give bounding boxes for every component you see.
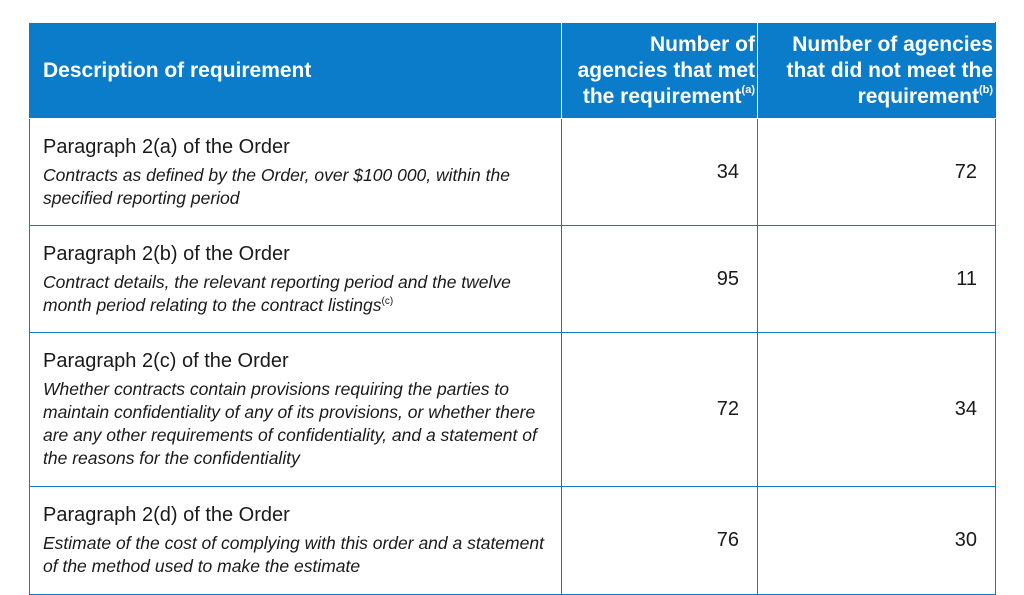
not-met-count-cell: 34: [758, 333, 996, 487]
header-met-line1: Number of: [650, 32, 755, 56]
paragraph-footnote: (c): [381, 295, 394, 307]
description-cell: [30, 226, 562, 333]
paragraph-description: [43, 532, 551, 578]
paragraph-description-text: Whether contracts contain provisions requiring the parties to maintain confidentiality of any of its provisions, or whether there are any other requirements of confidentiality, and a statement of the reasons for the confidentiality: [43, 379, 537, 468]
header-met-footnote: (a): [741, 83, 755, 96]
table-header: [30, 23, 996, 119]
met-count-cell: 76: [562, 487, 758, 595]
header-not-met-footnote: (b): [978, 83, 993, 96]
header-not-met-line1: Number of agencies: [792, 32, 993, 56]
paragraph-description: [43, 164, 551, 210]
header-not-met: [758, 23, 996, 119]
paragraph-description: [43, 378, 551, 470]
requirements-table: [29, 22, 996, 595]
header-not-met-line3: requirement: [857, 84, 979, 108]
met-count-cell: 72: [562, 333, 758, 487]
not-met-count-cell: 72: [758, 119, 996, 226]
header-met: [562, 23, 758, 119]
description-cell: [30, 487, 562, 595]
table-body: [30, 119, 996, 595]
paragraph-description-text: Contracts as defined by the Order, over $100 000, within the specified reporting period: [43, 164, 510, 208]
table-row: [30, 333, 996, 487]
not-met-count-cell: 11: [758, 226, 996, 333]
header-description: [30, 23, 562, 119]
met-count-cell: 34: [562, 119, 758, 226]
header-row: [30, 23, 996, 119]
paragraph-title: Paragraph 2(d) of the Order: [43, 504, 290, 526]
paragraph-title: Paragraph 2(b) of the Order: [43, 242, 290, 265]
paragraph-title: Paragraph 2(c) of the Order: [43, 350, 289, 372]
met-count-cell: 95: [562, 226, 758, 333]
header-met-line2: agencies that met: [577, 58, 755, 82]
paragraph-description: [43, 271, 551, 317]
description-cell: [30, 119, 562, 226]
not-met-count-cell: 30: [758, 487, 996, 595]
paragraph-title: Paragraph 2(a) of the Order: [43, 135, 290, 158]
description-cell: [30, 333, 562, 487]
header-description-label: Description of requirement: [43, 58, 312, 82]
paragraph-description-text: Estimate of the cost of complying with this order and a statement of the method used to make the estimate: [43, 533, 544, 576]
table-row: [30, 119, 996, 226]
header-not-met-line2: that did not meet the: [786, 58, 993, 82]
table-row: [30, 487, 996, 595]
header-met-line3: the requirement: [582, 84, 742, 108]
table-row: [30, 226, 996, 333]
paragraph-description-text: Contract details, the relevant reporting period and the twelve month period relating to the contract listings: [43, 271, 511, 315]
